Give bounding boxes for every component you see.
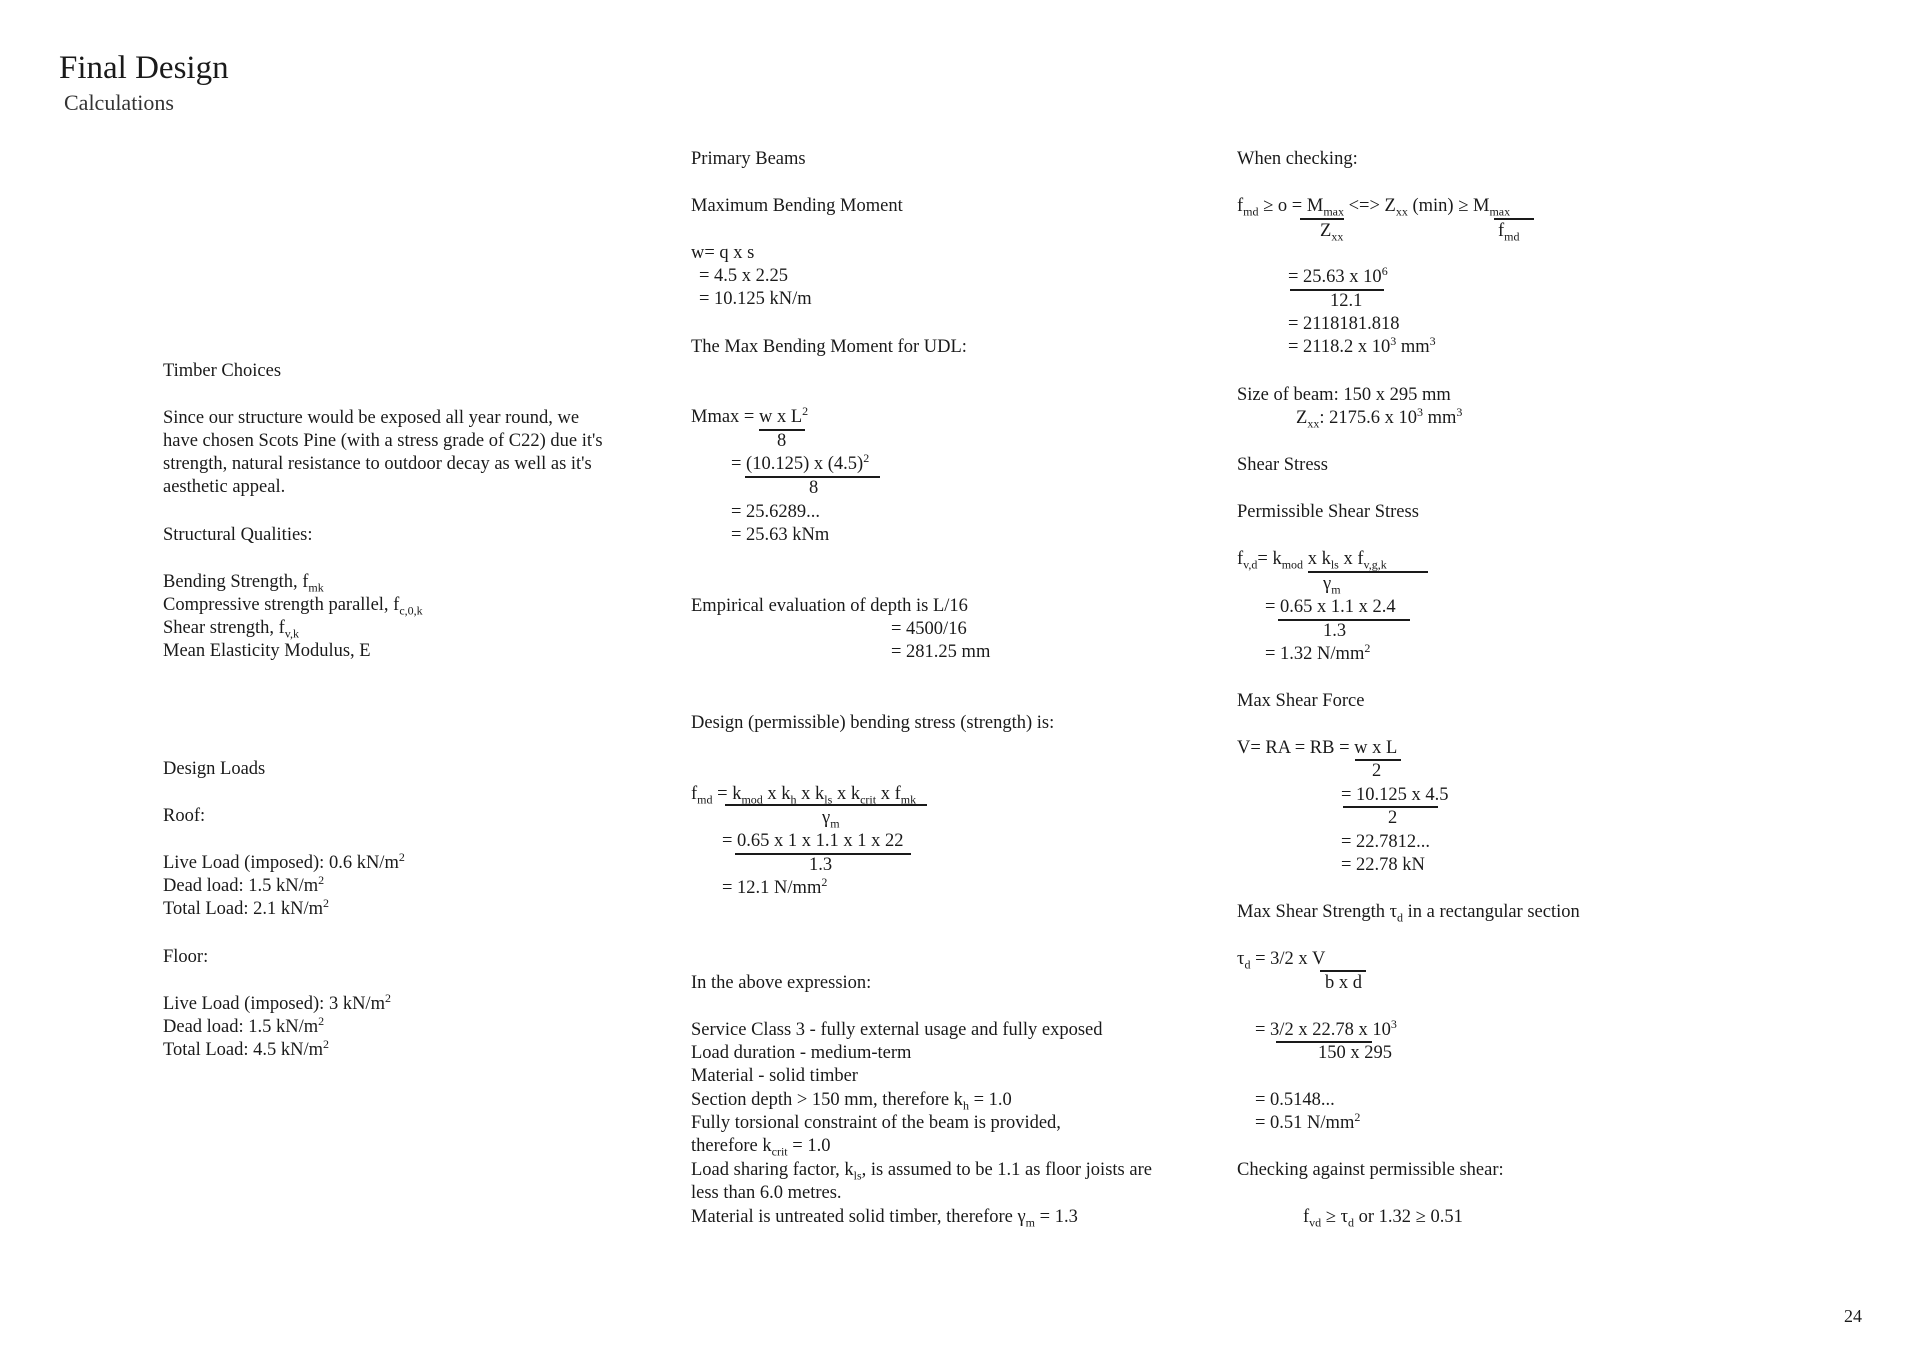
- floor-total-load: Total Load: 4.5 $kN/m^2$: [163, 1036, 330, 1060]
- design-loads-heading: Design Loads: [163, 759, 266, 779]
- shear-force-step-2: = 10.125 x 4.5: [1341, 785, 1449, 805]
- shear-stress-heading: Shear Stress: [1237, 455, 1328, 475]
- quality-elasticity: Mean Elasticity Modulus, E: [163, 641, 371, 661]
- mmax-step-2-denominator: 8: [809, 478, 819, 498]
- load-sharing-line: Load sharing factor, $k_{ls}$, is assumed to be 1.1 as floor joists are: [691, 1160, 1152, 1183]
- fmd-result: = 12.1 $N/mm^2$: [722, 874, 828, 898]
- max-shear-force-heading: Max Shear Force: [1237, 691, 1365, 711]
- max-bending-moment-heading: Maximum Bending Moment: [691, 196, 903, 216]
- tau-step-3: = 0.5148...: [1255, 1090, 1335, 1110]
- tau-result: = 0.51 $N/mm^2$: [1255, 1109, 1361, 1133]
- tau-equation: $\tau_d = 3/2$ x V: [1237, 949, 1326, 972]
- zxx-result: = 2118.2 x $10^3$ $mm^3$: [1288, 333, 1436, 357]
- material: Material - solid timber: [691, 1066, 858, 1086]
- zxx-step-2: = 2118181.818: [1288, 314, 1400, 334]
- floor-heading: Floor:: [163, 947, 209, 967]
- final-check: $f_{vd} \ge \tau_d$ or 1.32 ≥ 0.51: [1303, 1207, 1463, 1230]
- empirical-result: = 281.25 mm: [891, 642, 991, 662]
- page-title: Final Design: [59, 50, 229, 86]
- floor-live-load: Live Load (imposed): 3 $kN/m^2$: [163, 990, 391, 1014]
- zxx-step-1-denominator: 12.1: [1330, 291, 1363, 311]
- mmax-step-3: = 25.6289...: [731, 502, 821, 522]
- zxx-step-1: = 25.63 x $10^6$: [1288, 263, 1388, 287]
- shear-force-equation: V= RA = RB = w x L: [1237, 738, 1398, 758]
- timber-text-line: Since our structure would be exposed all year round, we: [163, 408, 580, 428]
- empirical-step-1: = 4500/16: [891, 619, 967, 639]
- check-inequality: $f_{md} \ge o = M_{max}$ <=> $Z_{xx}$ $(\min) \ge M_{max}$: [1237, 196, 1511, 219]
- design-stress-heading: Design (permissible) bending stress (strength) is:: [691, 713, 1055, 733]
- kcrit-line: therefore $k_{crit} = 1.0$: [691, 1136, 831, 1159]
- fraction-bar: [725, 804, 927, 806]
- fvd-denominator: $\gamma_m$: [1323, 574, 1341, 597]
- service-class: Service Class 3 - fully external usage and fully exposed: [691, 1020, 1103, 1040]
- mmax-step-2: = (10.125) x $(4.5)^2$: [731, 450, 870, 474]
- fmd-denominator: $f_{md}$: [1498, 221, 1520, 244]
- mmax-equation: Mmax = w x $L^2$: [691, 403, 809, 427]
- roof-total-load: Total Load: 2.1 $kN/m^2$: [163, 895, 330, 919]
- max-shear-strength-heading: Max Shear Strength $\tau_d$ in a rectangular section: [1237, 902, 1580, 925]
- timber-text-line: have chosen Scots Pine (with a stress grade of C22) due it's: [163, 431, 603, 451]
- fvd-equation: $f_{v,d}= k_{mod}$ x $k_{ls}$ x $f_{v,g,k}$: [1237, 549, 1387, 572]
- tau-denominator: b x d: [1325, 973, 1362, 993]
- primary-beams-heading: Primary Beams: [691, 149, 806, 169]
- load-duration: Load duration - medium-term: [691, 1043, 912, 1063]
- load-eq-2: = 4.5 x 2.25: [699, 266, 789, 286]
- fmd-equation: $f_{md} = k_{mod}$ x $k_h$ x $k_{ls}$ x $k_{crit}$ x $f_{mk}$: [691, 784, 917, 807]
- shear-force-step-3: = 22.7812...: [1341, 832, 1431, 852]
- quality-compressive: Compressive strength parallel, $f_{c,0,k}$: [163, 595, 423, 618]
- roof-heading: Roof:: [163, 806, 206, 826]
- timber-heading: Timber Choices: [163, 361, 282, 381]
- untreated-line: Material is untreated solid timber, therefore $\gamma_m = 1.3$: [691, 1207, 1078, 1230]
- udl-heading: The Max Bending Moment for UDL:: [691, 337, 967, 357]
- permissible-shear-heading: Permissible Shear Stress: [1237, 502, 1419, 522]
- fmd-denominator: $\gamma_m$: [822, 808, 840, 831]
- timber-text-line: strength, natural resistance to outdoor decay as well as it's: [163, 454, 592, 474]
- quality-shear: Shear strength, $f_{v,k}$: [163, 618, 299, 641]
- timber-text-line: aesthetic appeal.: [163, 477, 286, 497]
- fvd-step-2: = 0.65 x 1.1 x 2.4: [1265, 597, 1396, 617]
- section-depth: Section depth > 150 mm, therefore $k_h = 1.0$: [691, 1090, 1012, 1113]
- shear-force-result: = 22.78 kN: [1341, 855, 1425, 875]
- shear-force-step-2-denominator: 2: [1388, 808, 1398, 828]
- roof-dead-load: Dead load: 1.5 $kN/m^2$: [163, 872, 325, 896]
- tau-step-2: = 3/2 x 22.78 x $10^3$: [1255, 1016, 1397, 1040]
- page-subtitle: Calculations: [64, 90, 174, 115]
- torsion-line: Fully torsional constraint of the beam is provided,: [691, 1113, 1061, 1133]
- checking-permissible-heading: Checking against permissible shear:: [1237, 1160, 1504, 1180]
- quality-bending: Bending Strength, $f_{mk}$: [163, 572, 324, 595]
- less-than-line: less than 6.0 metres.: [691, 1183, 842, 1203]
- fmd-step-2-denominator: 1.3: [809, 855, 833, 875]
- size-of-beam: Size of beam: 150 x 295 mm: [1237, 385, 1451, 405]
- mmax-denominator: 8: [777, 431, 787, 451]
- load-eq-1: w= q x s: [691, 243, 755, 263]
- empirical-heading: Empirical evaluation of depth is L/16: [691, 596, 968, 616]
- fmd-step-2: = 0.65 x 1 x 1.1 x 1 x 22: [722, 831, 904, 851]
- load-eq-3: = 10.125 kN/m: [699, 289, 812, 309]
- fvd-step-2-denominator: 1.3: [1323, 621, 1347, 641]
- mmax-result: = 25.63 kNm: [731, 525, 830, 545]
- above-expression-heading: In the above expression:: [691, 973, 872, 993]
- when-checking-heading: When checking:: [1237, 149, 1358, 169]
- qualities-heading: Structural Qualities:: [163, 525, 313, 545]
- page-number: 24: [1844, 1306, 1862, 1326]
- tau-step-2-denominator: 150 x 295: [1318, 1043, 1392, 1063]
- fvd-result: = 1.32 $N/mm^2$: [1265, 640, 1371, 664]
- zxx-denominator: $Z_{xx}$: [1320, 221, 1344, 244]
- zxx-value: $Z_{xx}$: 2175.6 x $10^3$ $mm^3$: [1296, 404, 1463, 431]
- floor-dead-load: Dead load: 1.5 $kN/m^2$: [163, 1013, 325, 1037]
- roof-live-load: Live Load (imposed): 0.6 $kN/m^2$: [163, 849, 405, 873]
- shear-force-denominator: 2: [1372, 761, 1382, 781]
